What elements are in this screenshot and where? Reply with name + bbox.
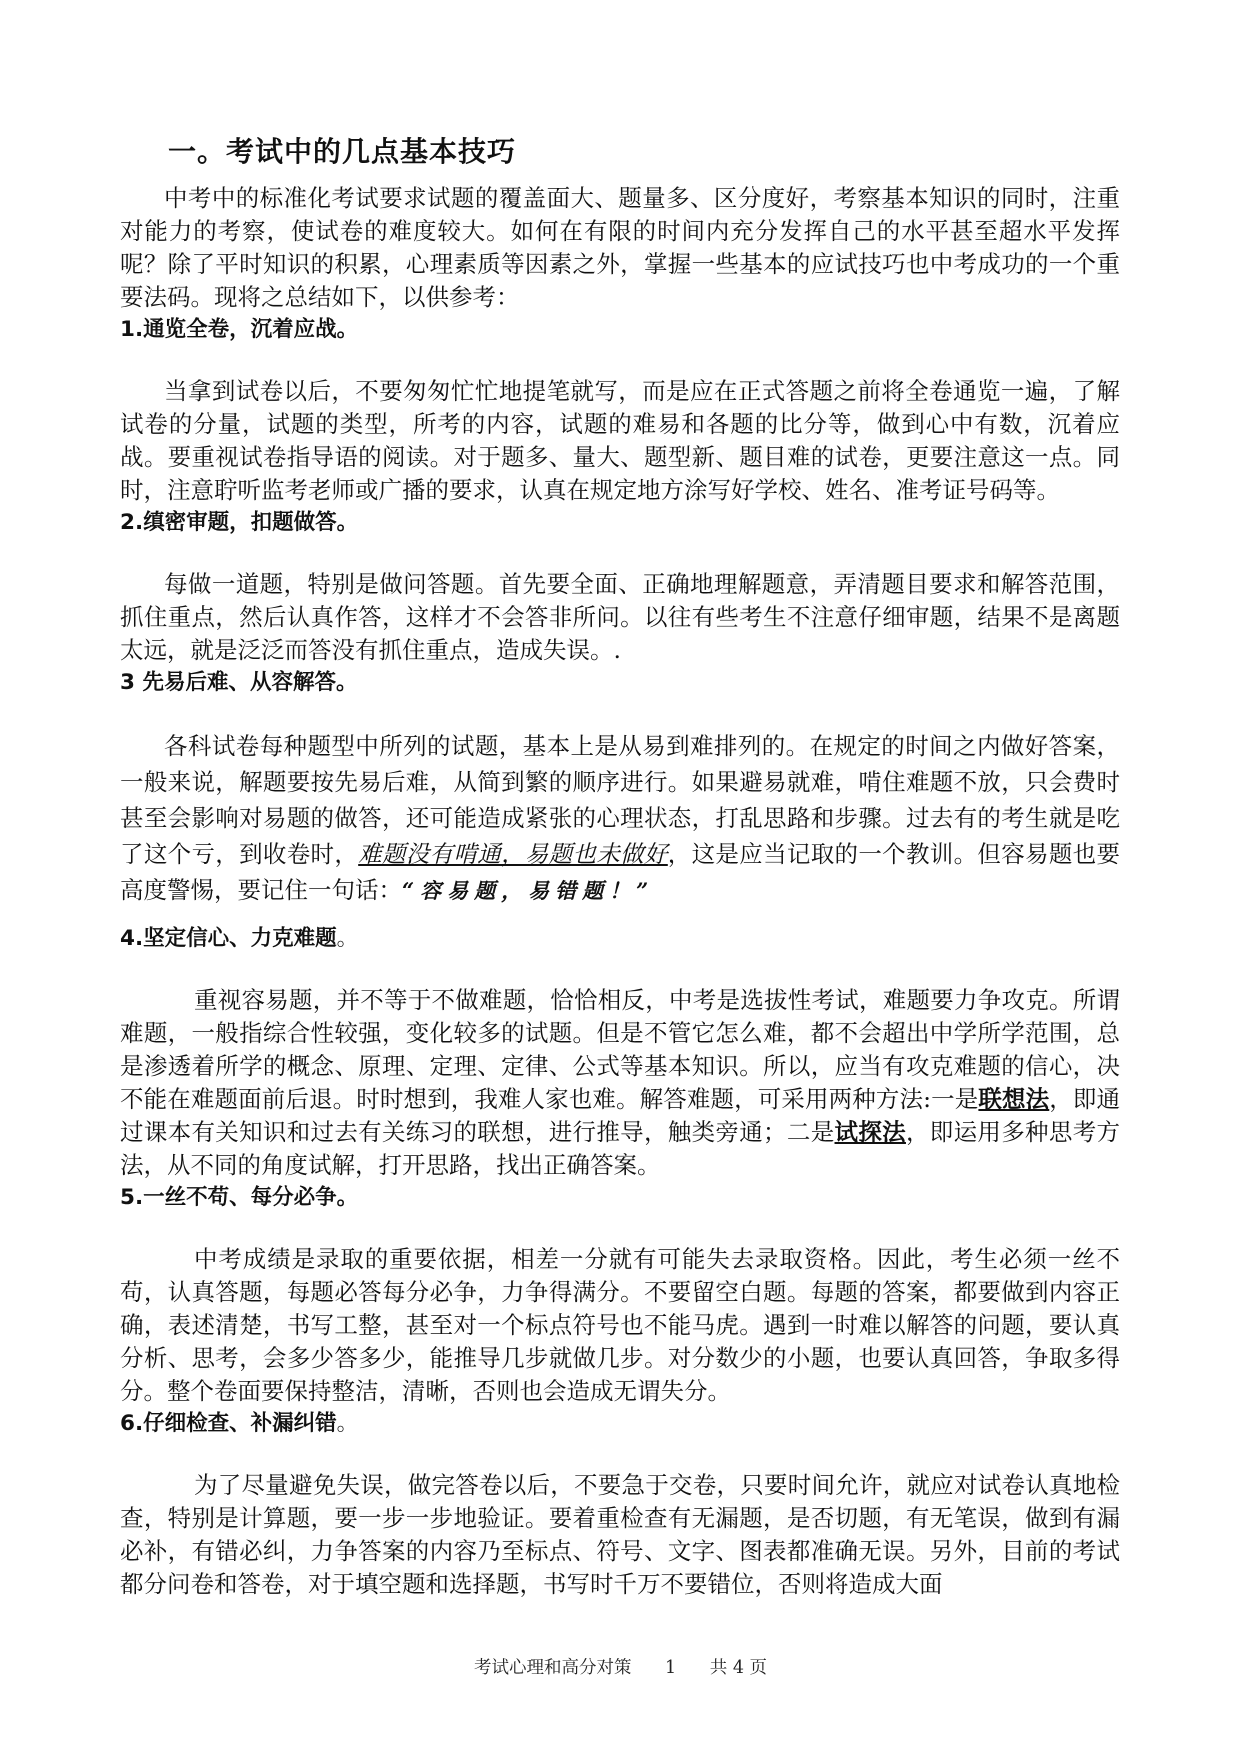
- section-body-5: 中考成绩是录取的重要依据，相差一分就有可能失去录取资格。因此，考生必须一丝不苟，认真答题，每题必答每分必争，力争得满分。不要留空白题。每题的答案，都要做到内容正确，表述清楚，书写工整，甚至对一个标点符号也不能马虎。遇到一时难以解答的问题，要认真分析、思考，会多少答多少，能推导几步就做几步。对分数少的小题，也要认真回答，争取多得分。整个卷面要保持整洁，清晰，否则也会造成无谓失分。: [120, 1245, 1120, 1405]
- section-body-4-text-b: ，即通过课本有关知识和过去有关练习的联想，进行推导，触类旁通；二是: [120, 1085, 1121, 1146]
- emphasis-underlined: 难题没有啃通，易题也未做好: [358, 840, 668, 868]
- section-body-6: 为了尽量避免失误，做完答卷以后，不要急于交卷，只要时间允许，就应对试卷认真地检查，特别是计算题，要一步一步地验证。要着重检查有无漏题，是否切题，有无笔误，做到有漏必补，有错必纠，力争答案的内容乃至标点、符号、文字、图表都准确无误。另外，目前的考试都分问卷和答卷，对于填空题和选择题，书写时千万不要错位，否则将造成大面: [120, 1471, 1120, 1598]
- section-heading-6: [120, 1408, 1120, 1439]
- section-body-4-text-c: ，即运用多种思考方法，从不同的角度试解，打开思路，找出正确答案。: [120, 1118, 1121, 1179]
- footer-total-pages: 共 4 页: [709, 1658, 768, 1678]
- section-body-3: [120, 728, 1120, 909]
- section-body-4: [120, 984, 1120, 1182]
- footer-page-number: 1: [665, 1658, 677, 1678]
- section-heading-4: [120, 923, 1120, 954]
- section-body-2: 每做一道题，特别是做问答题。首先要全面、正确地理解题意，弄清题目要求和解答范围，抓住重点，然后认真作答，这样才不会答非所问。以往有些考生不注意仔细审题，结果不是离题太远，就是泛泛而答没有抓住重点，造成失误。.: [120, 570, 1120, 664]
- term-trial-method: 试探法: [834, 1118, 906, 1146]
- section-heading-4-text: 4.坚定信心、力克难题: [120, 926, 337, 951]
- section-body-4-text-a: 重视容易题，并不等于不做难题，恰恰相反，中考是选拔性考试，难题要力争攻克。所谓难题，一般指综合性较强，变化较多的试题。但是不管它怎么难，都不会超出中学所学范围，总是渗透着所学的概念、原理、定理、定律、公式等基本知识。所以，应当有攻克难题的信心，决不能在难题面前后退。时时想到，我难人家也难。解答难题，可采用两种方法:一是: [120, 986, 1120, 1113]
- section-heading-6-tail: 。: [336, 1411, 359, 1436]
- section-heading-2: 2.缜密审题，扣题做答。: [120, 510, 359, 535]
- section-heading-6-text: 6.仔细检查、补漏纠错: [120, 1411, 337, 1436]
- section-body-3-text-b: ，这是应当记取的一个教训。但容易题也要高度警惕，要记住一句话：: [120, 840, 1121, 904]
- section-heading-1: 1.通览全卷，沉着应战。: [120, 317, 359, 342]
- section-body-1: 当拿到试卷以后，不要匆匆忙忙地提笔就写，而是应在正式答题之前将全卷通览一遍，了解试卷的分量，试题的类型，所考的内容，试题的难易和各题的比分等，做到心中有数，沉着应战。要重视试卷指导语的阅读。对于题多、量大、题型新、题目难的试卷，更要注意这一点。同时，注意聍听监考老师或广播的要求，认真在规定地方涂写好学校、姓名、准考证号码等。: [120, 377, 1120, 504]
- section-heading-4-tail: 。: [336, 926, 359, 951]
- page-title: 一。考试中的几点基本技巧: [168, 135, 517, 168]
- section-heading-3: 3 先易后难、从容解答。: [120, 670, 358, 695]
- term-association-method: 联想法: [978, 1085, 1050, 1113]
- footer-doc-title: 考试心理和高分对策: [473, 1658, 632, 1678]
- intro-paragraph: 中考中的标准化考试要求试题的覆盖面大、题量多、区分度好，考察基本知识的同时，注重对能力的考察，使试卷的难度较大。如何在有限的时间内充分发挥自己的水平甚至超水平发挥呢？除了平时知识的积累，心理素质等因素之外，掌握一些基本的应试技巧也中考成功的一个重要法码。现将之总结如下，以供参考：: [120, 184, 1120, 311]
- page-footer: [0, 1654, 1241, 1679]
- quote-text: “容易题，易错题！”: [402, 878, 655, 903]
- document-page: [120, 130, 1120, 1601]
- section-body-3-text-a: 各科试卷每种题型中所列的试题，基本上是从易到难排列的。在规定的时间之内做好答案，一般来说，解题要按先易后难，从简到繁的顺序进行。如果避易就难，啃住难题不放，只会费时甚至会影响对易题的做答，还可能造成紧张的心理状态，打乱思路和步骤。过去有的考生就是吃了这个亏，到收卷时，: [120, 732, 1120, 868]
- section-heading-5: 5.一丝不苟、每分必争。: [120, 1185, 359, 1210]
